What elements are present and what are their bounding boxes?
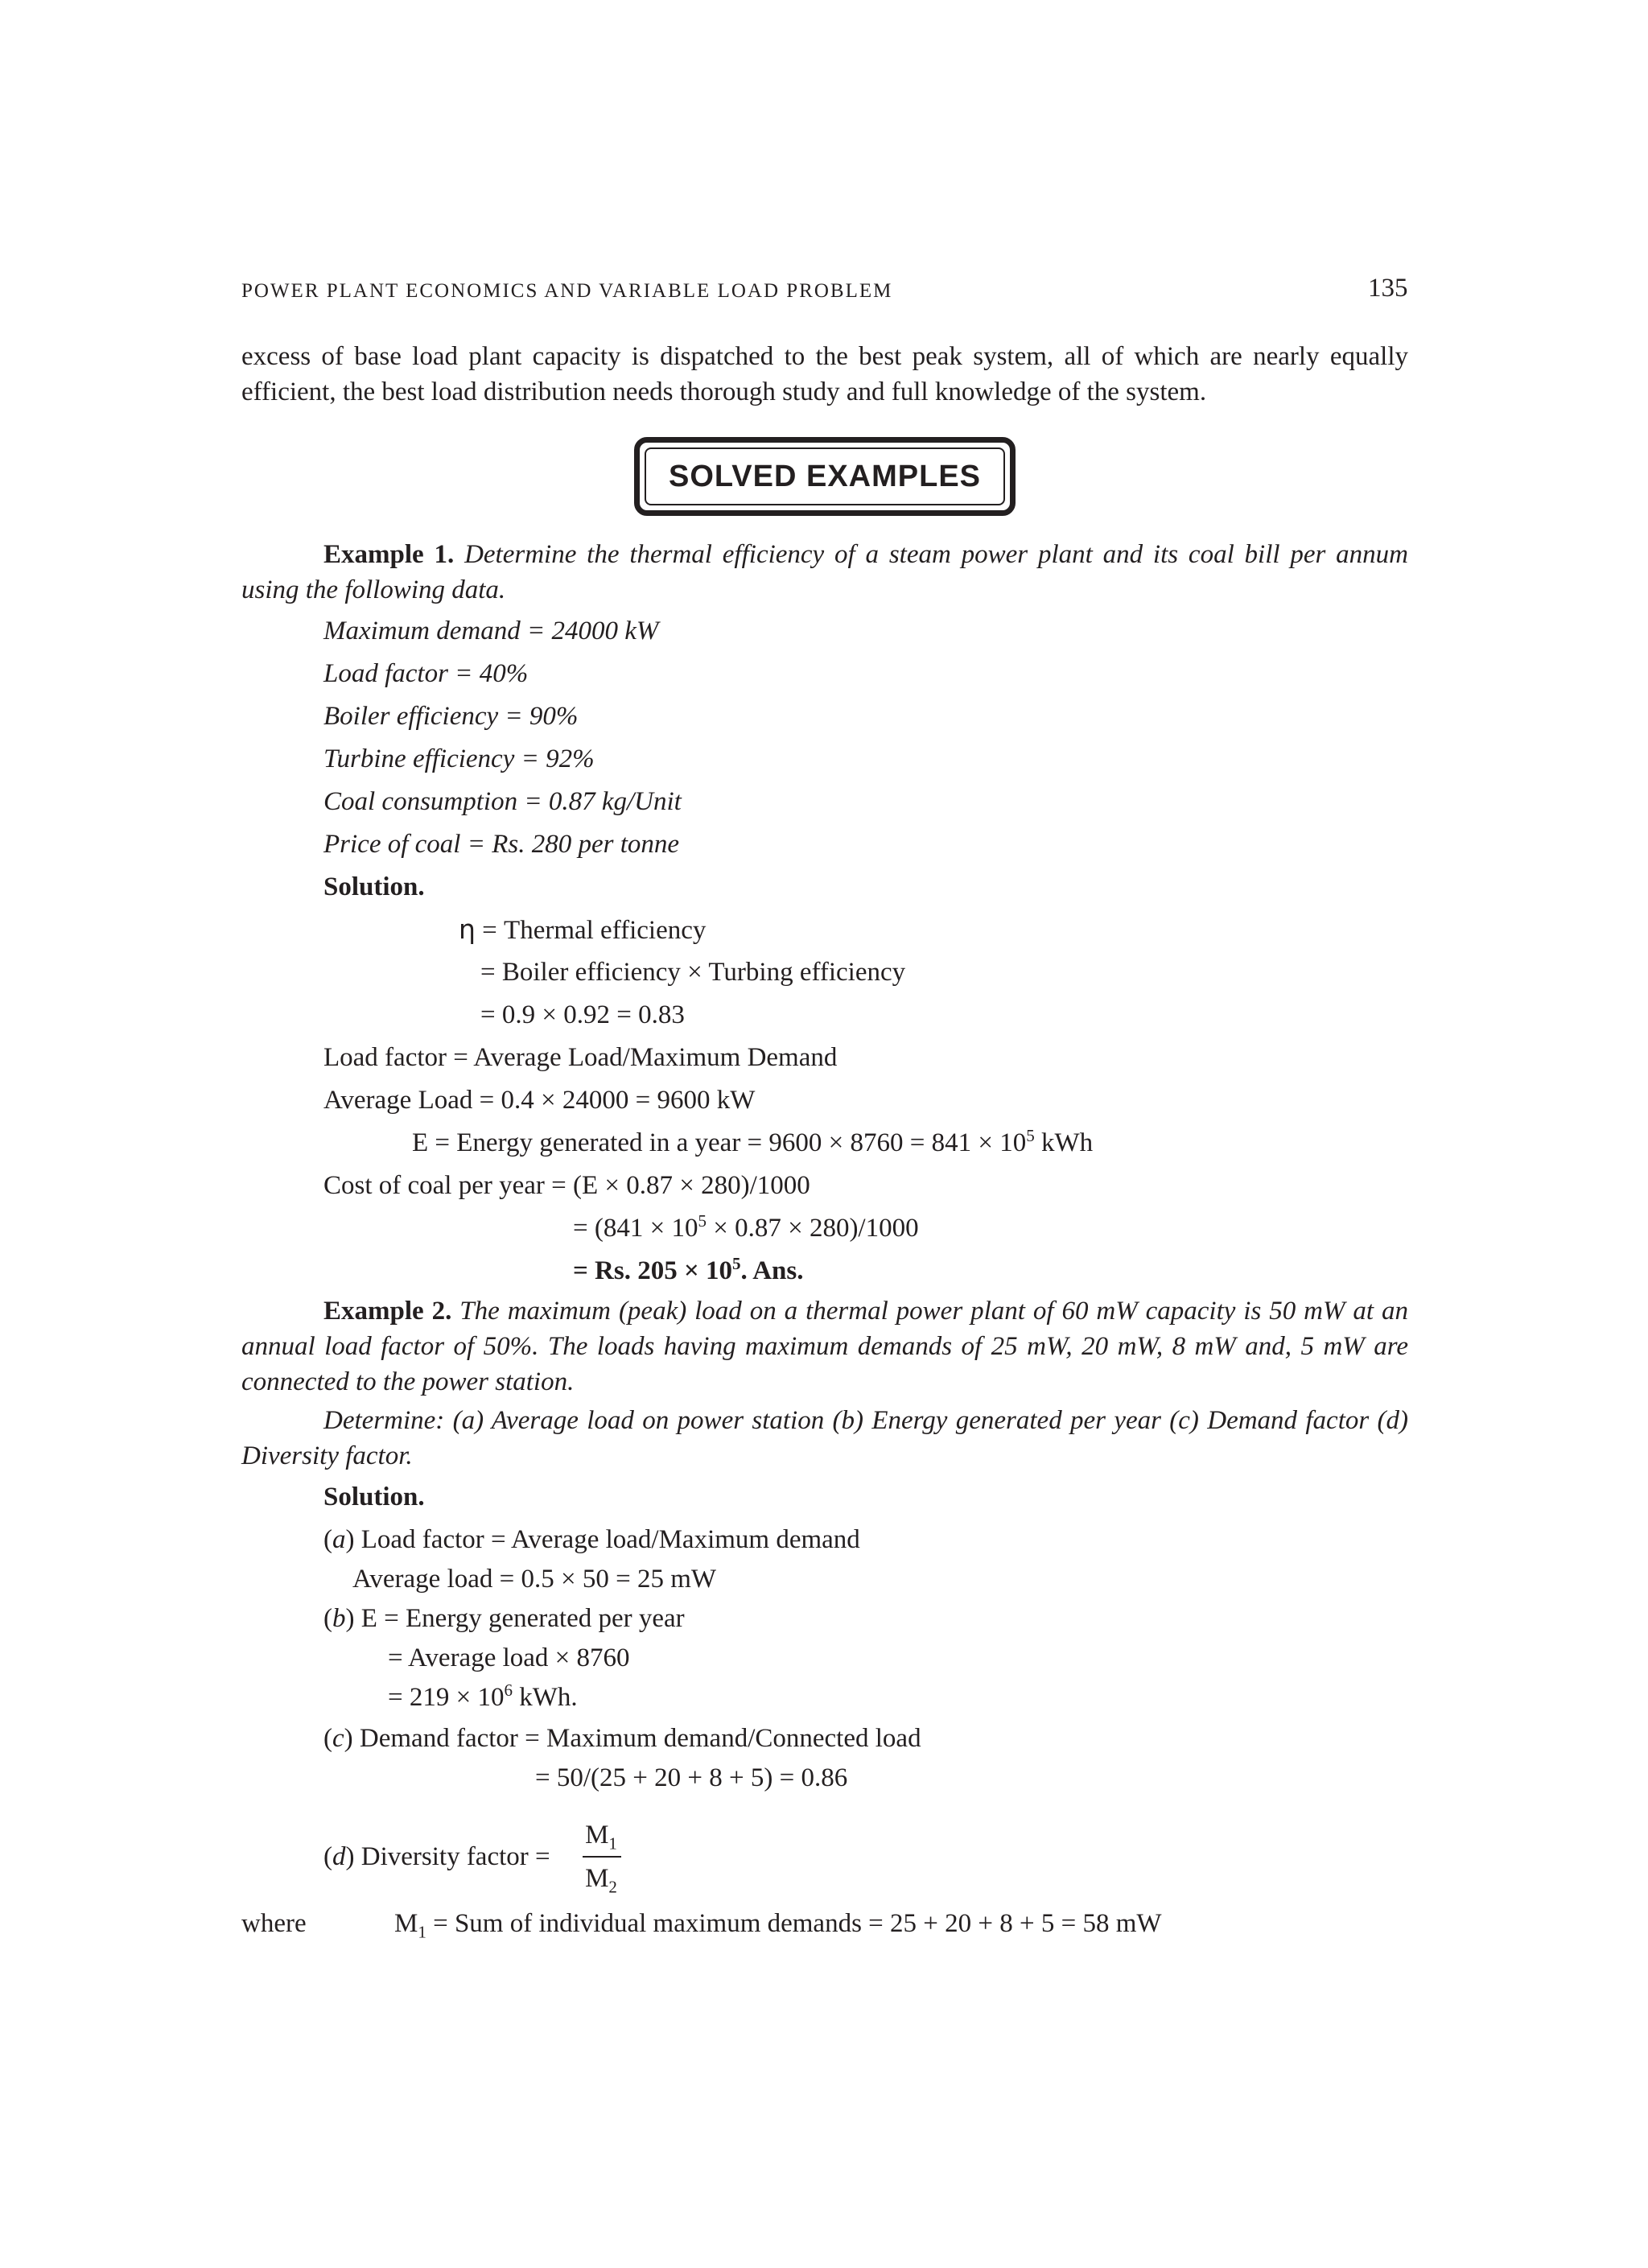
example-2-label: Example 2. — [323, 1297, 452, 1326]
eta-symbol: η — [459, 913, 476, 945]
where-label: where — [241, 1909, 307, 1938]
page-number: 135 — [1368, 274, 1408, 303]
example-1-label: Example 1. — [323, 540, 455, 569]
part-b-line: = Average load × 8760 — [388, 1643, 630, 1672]
data-item: Load factor = 40% — [323, 659, 529, 688]
part-c-line: (c) Demand factor = Maximum demand/Connected load — [323, 1724, 921, 1753]
part-b-line: (b) E = Energy generated per year — [323, 1604, 685, 1633]
data-item: Turbine efficiency = 92% — [323, 744, 595, 773]
energy-line: E = Energy generated in a year = $9600 \times 8760 = 841 \times 10^5$ kWh — [412, 1126, 1094, 1157]
part-c-line: = 50/(25 + 20 + 8 + 5) = 0.86 — [535, 1763, 848, 1792]
data-item: Boiler efficiency = 90% — [323, 702, 579, 731]
example-1-text: Determine the thermal efficiency of a steam power plant and its coal bill per annum using the following data. — [241, 540, 1409, 604]
fraction-numerator: $M_1$ — [585, 1821, 617, 1854]
example-1-statement — [241, 537, 1408, 608]
cost-line: Cost of coal per year = (E × 0.87 × 280)/1000 — [323, 1171, 810, 1200]
fraction-bar — [583, 1856, 621, 1858]
solved-examples-banner — [634, 437, 1016, 516]
solution-label: Solution. — [323, 872, 425, 901]
part-a-line: Average load = 0.5 × 50 = 25 mW — [352, 1565, 717, 1594]
where-definition: $M_1$ = Sum of individual maximum demands = 25 + 20 + 8 + 5 = 58 mW — [394, 1909, 1162, 1942]
efficiency-line: = Boiler efficiency × Turbing efficiency — [480, 958, 906, 987]
solution-label: Solution. — [323, 1482, 425, 1511]
example-2-text: The maximum (peak) load on a thermal power plant of 60 mW capacity is 50 mW at an annual load factor of 50%. The loads having maximum demands of 25 mW, 20 mW, 8 mW and, 5 mW are connected to the power station. — [241, 1297, 1409, 1396]
average-load-line: Average Load = 0.4 × 24000 = 9600 kW — [323, 1086, 756, 1115]
efficiency-line: = 0.9 × 0.92 = 0.83 — [480, 1000, 685, 1029]
running-header: POWER PLANT ECONOMICS AND VARIABLE LOAD PROBLEM — [241, 280, 893, 302]
example-2-statement — [241, 1293, 1408, 1400]
cost-line: = $(841 \times 10^5 \times 0.87 \times 280)/1000$ — [573, 1211, 919, 1243]
data-item: Coal consumption = 0.87 kg/Unit — [323, 787, 682, 816]
load-factor-line: Load factor = Average Load/Maximum Demand — [323, 1043, 838, 1072]
part-b-line: = $219 \times 10^6$ kWh. — [388, 1680, 578, 1712]
answer-line: = Rs. $205 \times 10^5$. Ans. — [573, 1254, 804, 1285]
data-item: Price of coal = Rs. 280 per tonne — [323, 830, 680, 859]
data-item: Maximum demand = 24000 kW — [323, 616, 659, 645]
intro-paragraph: excess of base load plant capacity is dispatched to the best peak system, all of which are nearly equally efficient, the best load distribution needs thorough study and full knowledge of the system. — [241, 342, 1408, 406]
part-d-line: (d) Diversity factor = — [323, 1842, 550, 1871]
efficiency-line: η = Thermal efficiency — [459, 913, 707, 945]
fraction-denominator: $M_2$ — [585, 1864, 617, 1897]
part-a-line: (a) Load factor = Average load/Maximum demand — [323, 1525, 860, 1554]
banner-label: SOLVED EXAMPLES — [645, 447, 1005, 505]
example-2-determine: Determine: (a) Average load on power station (b) Energy generated per year (c) Demand factor (d) Diversity factor. — [241, 1406, 1408, 1470]
